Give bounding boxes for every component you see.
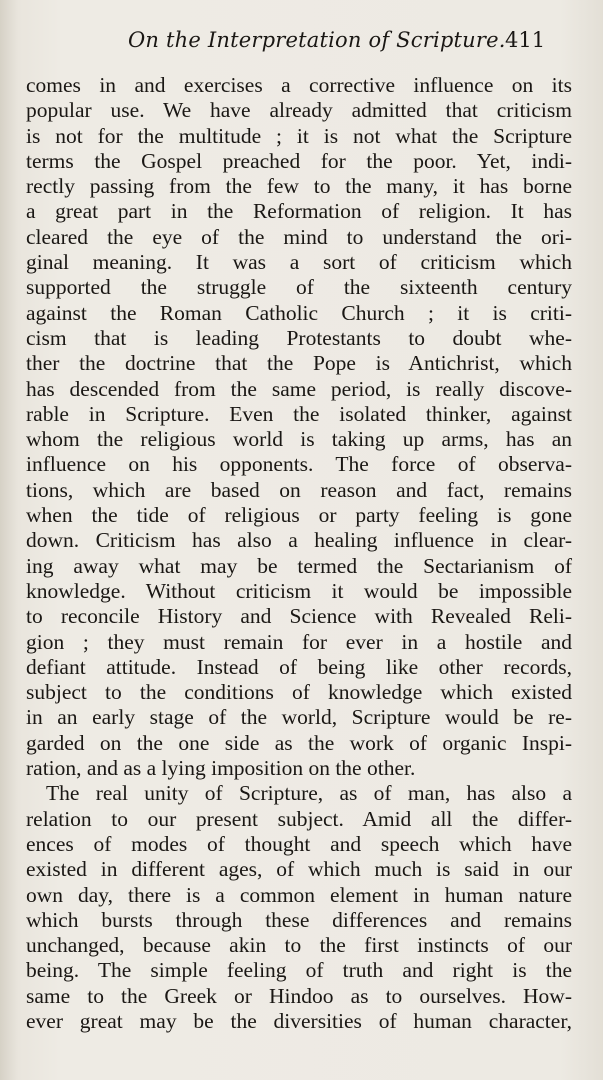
page-header <box>0 28 603 58</box>
text-line: same to the Greek or Hindoo as to ourselves. How- <box>26 983 572 1008</box>
text-line: supported the struggle of the sixteenth century <box>26 275 572 300</box>
text-line: gion ; they must remain for ever in a hostile and <box>26 629 572 654</box>
text-line: ther the doctrine that the Pope is Antichrist, which <box>26 351 572 376</box>
text-line: subject to the conditions of knowledge which existed <box>26 680 572 705</box>
text-line: is not for the multitude ; it is not what the Scripture <box>26 123 572 148</box>
text-line: influence on his opponents. The force of observa- <box>26 452 572 477</box>
text-line: ever great may be the diversities of human character, <box>26 1008 572 1033</box>
paragraph-first-line: The real unity of Scripture, as of man, has also a <box>46 781 572 806</box>
text-line: tions, which are based on reason and fact, remains <box>26 477 572 502</box>
text-line: which bursts through these differences and remains <box>26 907 572 932</box>
paragraph-last-line: ration, and as a lying imposition on the other. <box>26 756 416 781</box>
text-line: garded on the one side as the work of organic Inspi- <box>26 730 572 755</box>
text-line: ginal meaning. It was a sort of criticism which <box>26 250 572 275</box>
text-line: cism that is leading Protestants to doubt whe- <box>26 325 572 350</box>
text-line: rable in Scripture. Even the isolated thinker, against <box>26 401 572 426</box>
text-line: has descended from the same period, is really discove- <box>26 376 572 401</box>
text-line: against the Roman Catholic Church ; it is criti- <box>26 300 572 325</box>
text-line: cleared the eye of the mind to understand the ori- <box>26 224 572 249</box>
page-number: 411 <box>505 28 546 52</box>
text-line: a great part in the Reformation of religion. It has <box>26 199 572 224</box>
text-line: relation to our present subject. Amid all the differ- <box>26 806 572 831</box>
text-line: down. Criticism has also a healing influence in clear- <box>26 528 572 553</box>
text-line: in an early stage of the world, Scripture would be re- <box>26 705 572 730</box>
running-head: On the Interpretation of Scripture. <box>128 28 506 52</box>
text-line: whom the religious world is taking up arms, has an <box>26 427 572 452</box>
text-line: existed in different ages, of which much is said in our <box>26 857 572 882</box>
text-line: ing away what may be termed the Sectarianism of <box>26 553 572 578</box>
text-line: to reconcile History and Science with Revealed Reli- <box>26 604 572 629</box>
body-text <box>26 73 572 1034</box>
text-line: terms the Gospel preached for the poor. Yet, indi- <box>26 148 572 173</box>
text-line: rectly passing from the few to the many, it has borne <box>26 174 572 199</box>
text-line: popular use. We have already admitted that criticism <box>26 98 572 123</box>
text-line: being. The simple feeling of truth and right is the <box>26 958 572 983</box>
text-line: comes in and exercises a corrective influence on its <box>26 73 572 97</box>
text-line: ences of modes of thought and speech which have <box>26 831 572 856</box>
text-line: own day, there is a common element in human nature <box>26 882 572 907</box>
text-line: knowledge. Without criticism it would be impossible <box>26 578 572 603</box>
text-line: when the tide of religious or party feeling is gone <box>26 503 572 528</box>
text-line: defiant attitude. Instead of being like other records, <box>26 654 572 679</box>
text-line: unchanged, because akin to the first instincts of our <box>26 933 572 958</box>
